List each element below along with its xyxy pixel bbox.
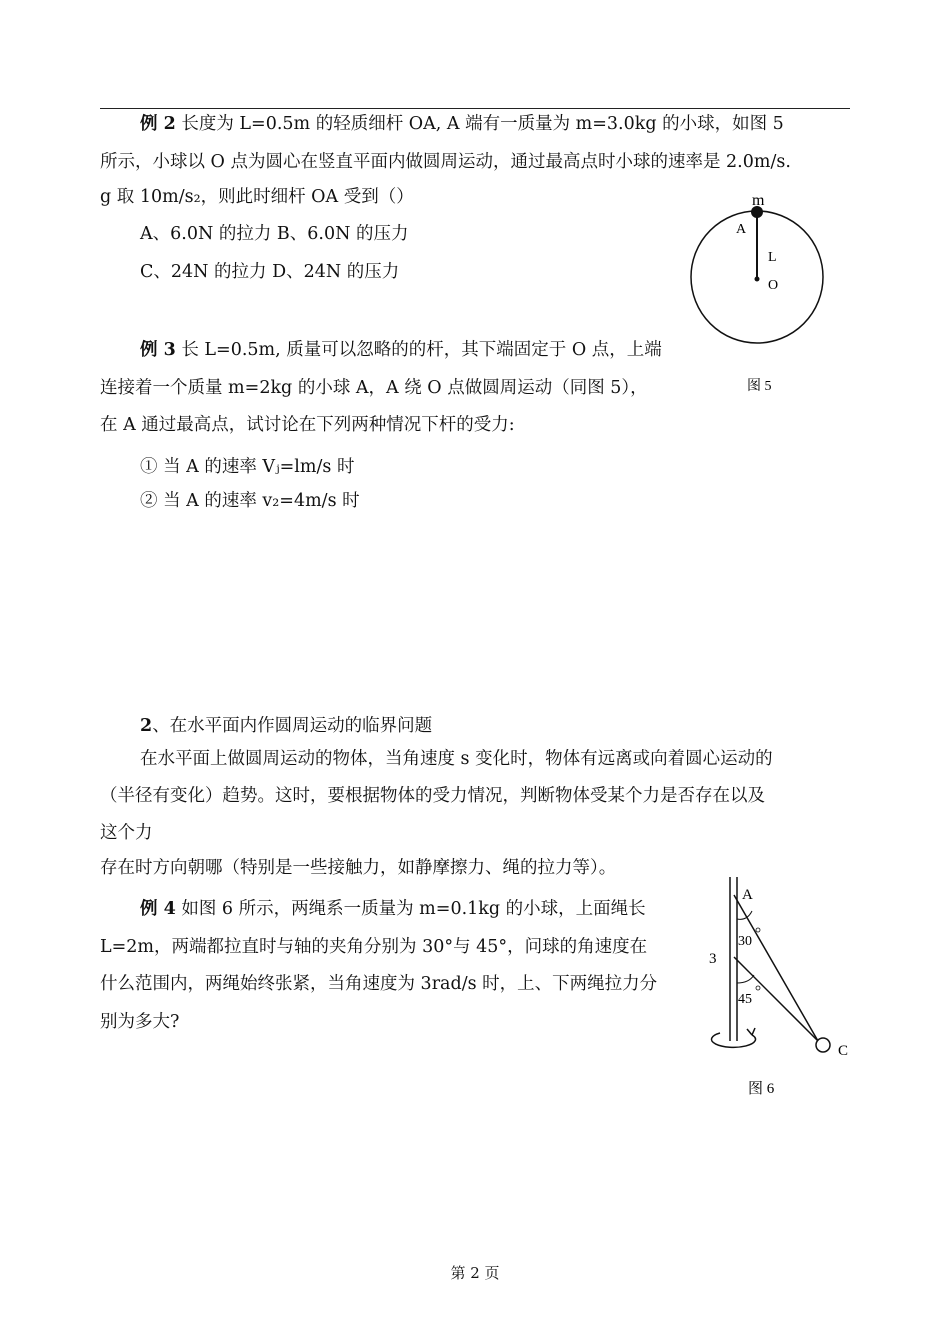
ex3-line-1: [140, 339, 662, 361]
fig6-ball: [816, 1038, 830, 1052]
fig5-label-a: A: [736, 222, 747, 237]
fig6-angle-30: 30: [738, 934, 752, 949]
fig5-center-dot: [755, 277, 760, 282]
ex4-line-1: [140, 898, 646, 920]
page-footer: 第 2 页: [450, 1264, 500, 1282]
section-2-heading: [140, 715, 432, 737]
section-2-title: 、在水平面内作圆周运动的临界问题: [152, 716, 433, 736]
fig6-rotation-arrow: [711, 1033, 755, 1047]
section-2-para-4: 存在时方向朝哪（特别是一些接触力，如静摩擦力、绳的拉力等）。: [100, 858, 617, 878]
fig5-label-l: L: [768, 250, 777, 265]
section-2-para-3: 这个力: [100, 823, 153, 843]
fig5-label-m: m: [752, 192, 765, 209]
ex4-text-1: 如图 6 所示，两绳系一质量为 m=0.1kg 的小球，上面绳长: [181, 899, 646, 919]
ex3-line-2: 连接着一个质量 m=2kg 的小球 A，A 绕 O 点做圆周运动（同图 5），: [100, 378, 648, 398]
ex4-line-2: L=2m，两端都拉直时与轴的夹角分别为 30°与 45°，问球的角速度在: [100, 937, 648, 957]
section-2-para-2: （半径有变化）趋势。这时，要根据物体的受力情况，判断物体受某个力是否存在以及: [100, 786, 765, 806]
figure-5: [680, 185, 840, 400]
fig5-label-o: O: [768, 278, 779, 293]
ex2-options-ab: A、6.0N 的拉力 B、6.0N 的压力: [140, 224, 409, 244]
fig6-label-b: 3: [709, 951, 717, 967]
fig6-angle-arc-2: [737, 975, 754, 983]
ex2-line-3: g 取 10m/s₂，则此时细杆 OA 受到（）: [100, 187, 414, 207]
ex3-line-3: 在 A 通过最高点，试讨论在下列两种情况下杆的受力:: [100, 415, 515, 435]
header-rule: [100, 108, 850, 109]
ex4-line-3: 什么范围内，两绳始终张紧，当角速度为 3rad/s 时，上、下两绳拉力分: [100, 974, 658, 994]
ex4-number: 例 4: [140, 899, 176, 919]
fig6-label-a: A: [742, 887, 753, 903]
ex3-number: 例 3: [140, 340, 176, 360]
fig6-rotation-arrowhead: [747, 1028, 755, 1035]
ex4-line-4: 别为多大?: [100, 1012, 180, 1032]
figure-6: [700, 873, 860, 1100]
ex3-case-1: ① 当 A 的速率 Vⱼ=lm/s 时: [140, 457, 355, 477]
fig6-label-c: C: [838, 1043, 849, 1059]
ex2-line-2: 所示，小球以 O 点为圆心在竖直平面内做圆周运动，通过最高点时小球的速率是 2.0m/s.: [100, 152, 791, 172]
ex3-text-1: 长 L=0.5m, 质量可以忽略的的杆，其下端固定于 O 点，上端: [181, 340, 662, 360]
fig6-degree-2: [756, 986, 760, 990]
section-2-number: 2: [140, 716, 153, 736]
fig6-caption: 图 6: [748, 1081, 775, 1095]
section-2-para-1: 在水平面上做圆周运动的物体，当角速度 s 变化时，物体有远离或向着圆心运动的: [140, 749, 773, 769]
ex2-text-1: 长度为 L=0.5m 的轻质细杆 OA, A 端有一质量为 m=3.0kg 的小球，如图 5: [181, 114, 784, 134]
ex3-case-2: ② 当 A 的速率 v₂=4m/s 时: [140, 491, 360, 511]
fig6-degree-1: [756, 928, 760, 932]
ex2-number: 例 2: [140, 114, 176, 134]
ex2-options-cd: C、24N 的拉力 D、24N 的压力: [140, 262, 400, 282]
fig6-angle-45: 45: [738, 992, 752, 1007]
ex2-line-1: [140, 113, 784, 135]
fig5-caption: 图 5: [747, 379, 772, 394]
